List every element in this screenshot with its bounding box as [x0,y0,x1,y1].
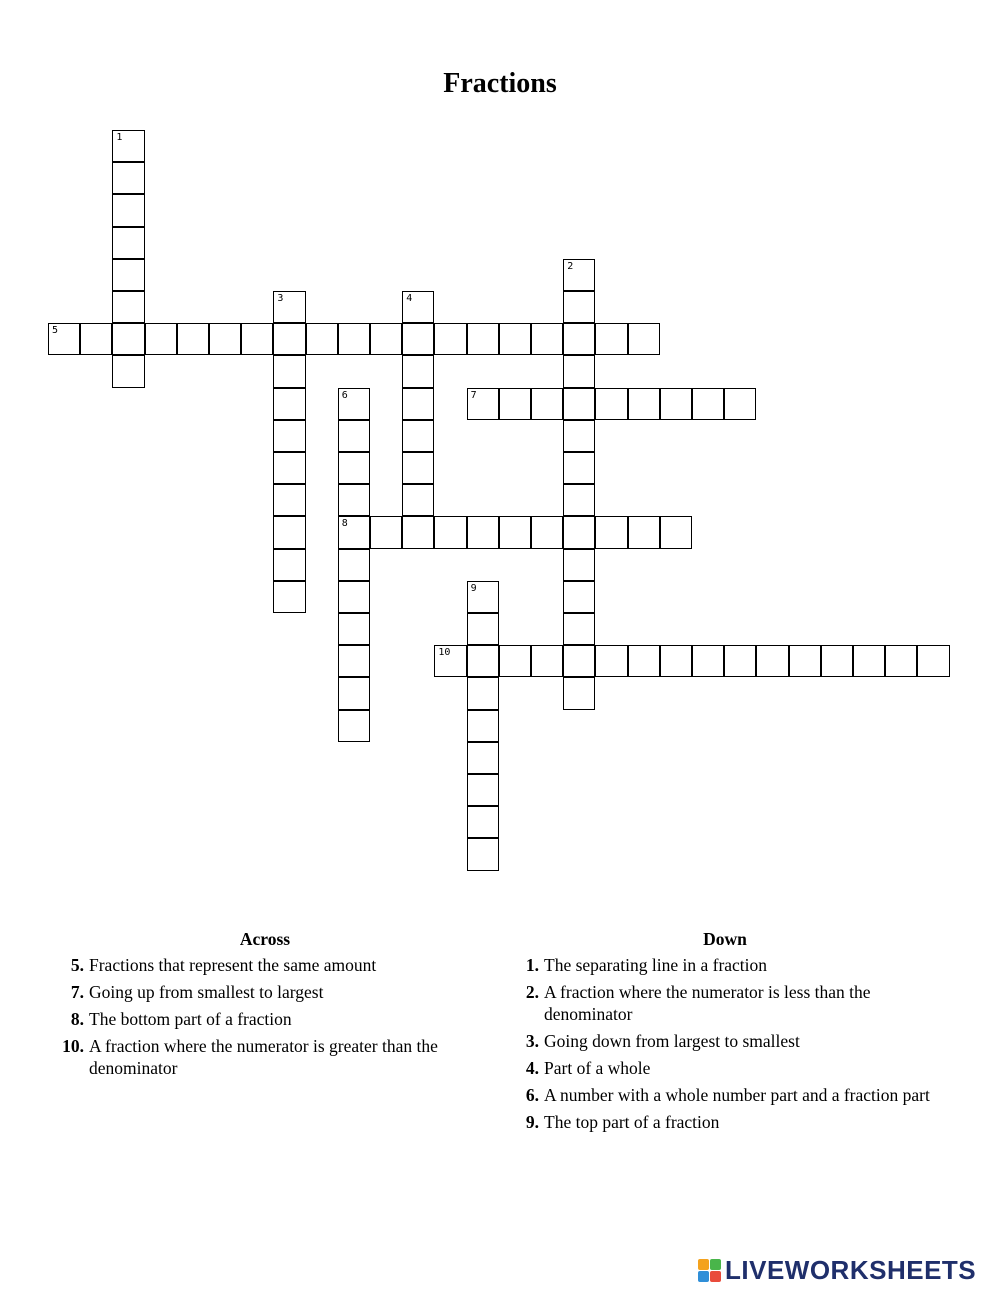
crossword-cell[interactable] [563,323,595,355]
crossword-cell[interactable] [402,388,434,420]
crossword-cell[interactable] [724,645,756,677]
crossword-cell[interactable] [467,710,499,742]
logo-block [710,1271,721,1282]
cell-number: 9 [470,582,477,594]
crossword-cell[interactable] [402,291,434,323]
down-clue [505,981,945,1025]
crossword-cell[interactable] [628,516,660,548]
crossword-cell[interactable] [273,388,305,420]
crossword-cell[interactable] [306,323,338,355]
cell-number: 5 [52,325,59,337]
down-clue [505,1084,945,1106]
crossword-cell[interactable] [563,259,595,291]
crossword-cell[interactable] [885,645,917,677]
cell-number: 3 [277,293,284,304]
liveworksheets-logo [698,1254,976,1286]
down-clue [505,1030,945,1052]
crossword-cell[interactable] [692,645,724,677]
crossword-cell[interactable] [402,323,434,355]
clue-number: 4. [525,1058,539,1078]
crossword-cell[interactable] [467,516,499,548]
crossword-cell[interactable] [563,420,595,452]
crossword-cell[interactable] [467,388,499,420]
crossword-cell[interactable] [402,452,434,484]
crossword-cell[interactable] [112,323,144,355]
logo-block [698,1271,709,1282]
clue-number: 6. [525,1085,539,1105]
crossword-cell[interactable] [595,323,627,355]
crossword-cell[interactable] [563,613,595,645]
crossword-cell[interactable] [467,677,499,709]
crossword-cell[interactable] [660,516,692,548]
clue-number: 8. [70,1009,84,1029]
crossword-cell[interactable] [434,645,466,677]
crossword-cell[interactable] [563,484,595,516]
down-clue [505,1057,945,1079]
crossword-cell[interactable] [434,516,466,548]
crossword-cell[interactable] [402,516,434,548]
crossword-cell[interactable] [338,452,370,484]
crossword-cell[interactable] [338,677,370,709]
crossword-cell[interactable] [209,323,241,355]
crossword-cell[interactable] [628,388,660,420]
logo-block [710,1259,721,1270]
page-title: Fractions [443,68,557,99]
crossword-cell[interactable] [724,388,756,420]
crossword-cell[interactable] [467,806,499,838]
cell-number: 7 [470,389,477,401]
crossword-cell[interactable] [563,677,595,709]
crossword-cell[interactable] [595,645,627,677]
down-clues [505,928,945,1138]
clue-text: A fraction where the numerator is less than the denominator [544,982,871,1024]
clue-number: 2. [525,982,539,1002]
crossword-cell[interactable] [370,516,402,548]
clue-text: Fractions that represent the same amount [89,955,377,975]
cell-number: 10 [438,647,451,659]
crossword-cell[interactable] [660,645,692,677]
crossword-cell[interactable] [434,323,466,355]
clue-text: Going down from largest to smallest [544,1031,800,1051]
clue-number: 7. [70,982,84,1002]
crossword-cell[interactable] [112,130,144,162]
crossword-cell[interactable] [370,323,402,355]
crossword-cell[interactable] [563,355,595,387]
crossword-cell[interactable] [467,645,499,677]
crossword-cell[interactable] [338,613,370,645]
crossword-cell[interactable] [756,645,788,677]
crossword-cell[interactable] [273,355,305,387]
down-clue [505,1111,945,1133]
crossword-cell[interactable] [273,484,305,516]
crossword-cell[interactable] [531,516,563,548]
crossword-cell[interactable] [917,645,949,677]
across-clue [50,981,480,1003]
cell-number: 2 [567,260,574,272]
crossword-cell[interactable] [338,645,370,677]
clue-text: A number with a whole number part and a fraction part [544,1085,930,1105]
crossword-cell[interactable] [499,323,531,355]
crossword-cell[interactable] [531,323,563,355]
cell-number: 4 [406,293,413,304]
crossword-cell[interactable] [531,645,563,677]
across-clue [50,954,480,976]
cell-number: 1 [116,132,123,143]
crossword-cell[interactable] [273,420,305,452]
crossword-cell[interactable] [499,645,531,677]
clue-text: The bottom part of a fraction [89,1009,292,1029]
crossword-cell[interactable] [48,323,80,355]
crossword-cell[interactable] [563,388,595,420]
crossword-cell[interactable] [467,613,499,645]
crossword-cell[interactable] [338,710,370,742]
clue-number: 1. [525,955,539,975]
crossword-cell[interactable] [467,323,499,355]
crossword-cell[interactable] [789,645,821,677]
crossword-cell[interactable] [112,194,144,226]
across-clue [50,1035,480,1079]
crossword-cell[interactable] [499,516,531,548]
across-clues [50,928,480,1084]
clue-text: Part of a whole [544,1058,651,1078]
crossword-cell[interactable] [467,774,499,806]
down-heading: Down [703,929,747,949]
crossword-cell[interactable] [273,516,305,548]
clue-text: Going up from smallest to largest [89,982,324,1002]
crossword-cell[interactable] [563,516,595,548]
crossword-cell[interactable] [273,452,305,484]
cell-number: 8 [341,518,348,530]
crossword-cell[interactable] [563,549,595,581]
crossword-cell[interactable] [628,323,660,355]
crossword-cell[interactable] [402,420,434,452]
crossword-cell[interactable] [467,742,499,774]
crossword-cell[interactable] [338,549,370,581]
crossword-cell[interactable] [660,388,692,420]
crossword-cell[interactable] [402,355,434,387]
crossword-cell[interactable] [628,645,660,677]
clue-number: 3. [525,1031,539,1051]
crossword-cell[interactable] [112,162,144,194]
crossword-cell[interactable] [112,291,144,323]
clue-number: 5. [70,955,84,975]
clue-number: 10. [62,1036,84,1056]
crossword-cell[interactable] [563,452,595,484]
across-clue [50,1008,480,1030]
logo-text: LIVEWORKSHEETS [725,1254,977,1285]
crossword-cell[interactable] [402,484,434,516]
cell-number: 6 [341,389,348,401]
logo-block [698,1259,709,1270]
crossword-cell[interactable] [241,323,273,355]
crossword-cell[interactable] [112,355,144,387]
crossword-cell[interactable] [273,581,305,613]
crossword-cell[interactable] [563,581,595,613]
crossword-cell[interactable] [563,645,595,677]
crossword-cell[interactable] [338,388,370,420]
clue-text: The top part of a fraction [544,1112,720,1132]
crossword-cell[interactable] [273,549,305,581]
crossword-cell[interactable] [499,388,531,420]
crossword-cell[interactable] [821,645,853,677]
crossword-cell[interactable] [112,259,144,291]
down-clue [505,954,945,976]
crossword-cell[interactable] [338,516,370,548]
crossword-cell[interactable] [692,388,724,420]
crossword-cell[interactable] [177,323,209,355]
crossword-cell[interactable] [531,388,563,420]
crossword-cell[interactable] [338,420,370,452]
crossword-cell[interactable] [80,323,112,355]
logo-blocks-icon [698,1259,721,1282]
crossword-cell[interactable] [467,838,499,870]
crossword-cell[interactable] [853,645,885,677]
crossword-cell[interactable] [273,291,305,323]
crossword-cell[interactable] [112,227,144,259]
crossword-cell[interactable] [595,516,627,548]
clue-text: The separating line in a fraction [544,955,768,975]
across-heading: Across [239,929,291,949]
crossword-cell[interactable] [338,484,370,516]
crossword-cell[interactable] [563,291,595,323]
crossword-cell[interactable] [338,323,370,355]
crossword-cell[interactable] [273,323,305,355]
clue-number: 9. [525,1112,539,1132]
crossword-cell[interactable] [467,581,499,613]
crossword-cell[interactable] [145,323,177,355]
crossword-cell[interactable] [338,581,370,613]
crossword-cell[interactable] [595,388,627,420]
clue-text: A fraction where the numerator is greater than the denominator [89,1036,438,1078]
